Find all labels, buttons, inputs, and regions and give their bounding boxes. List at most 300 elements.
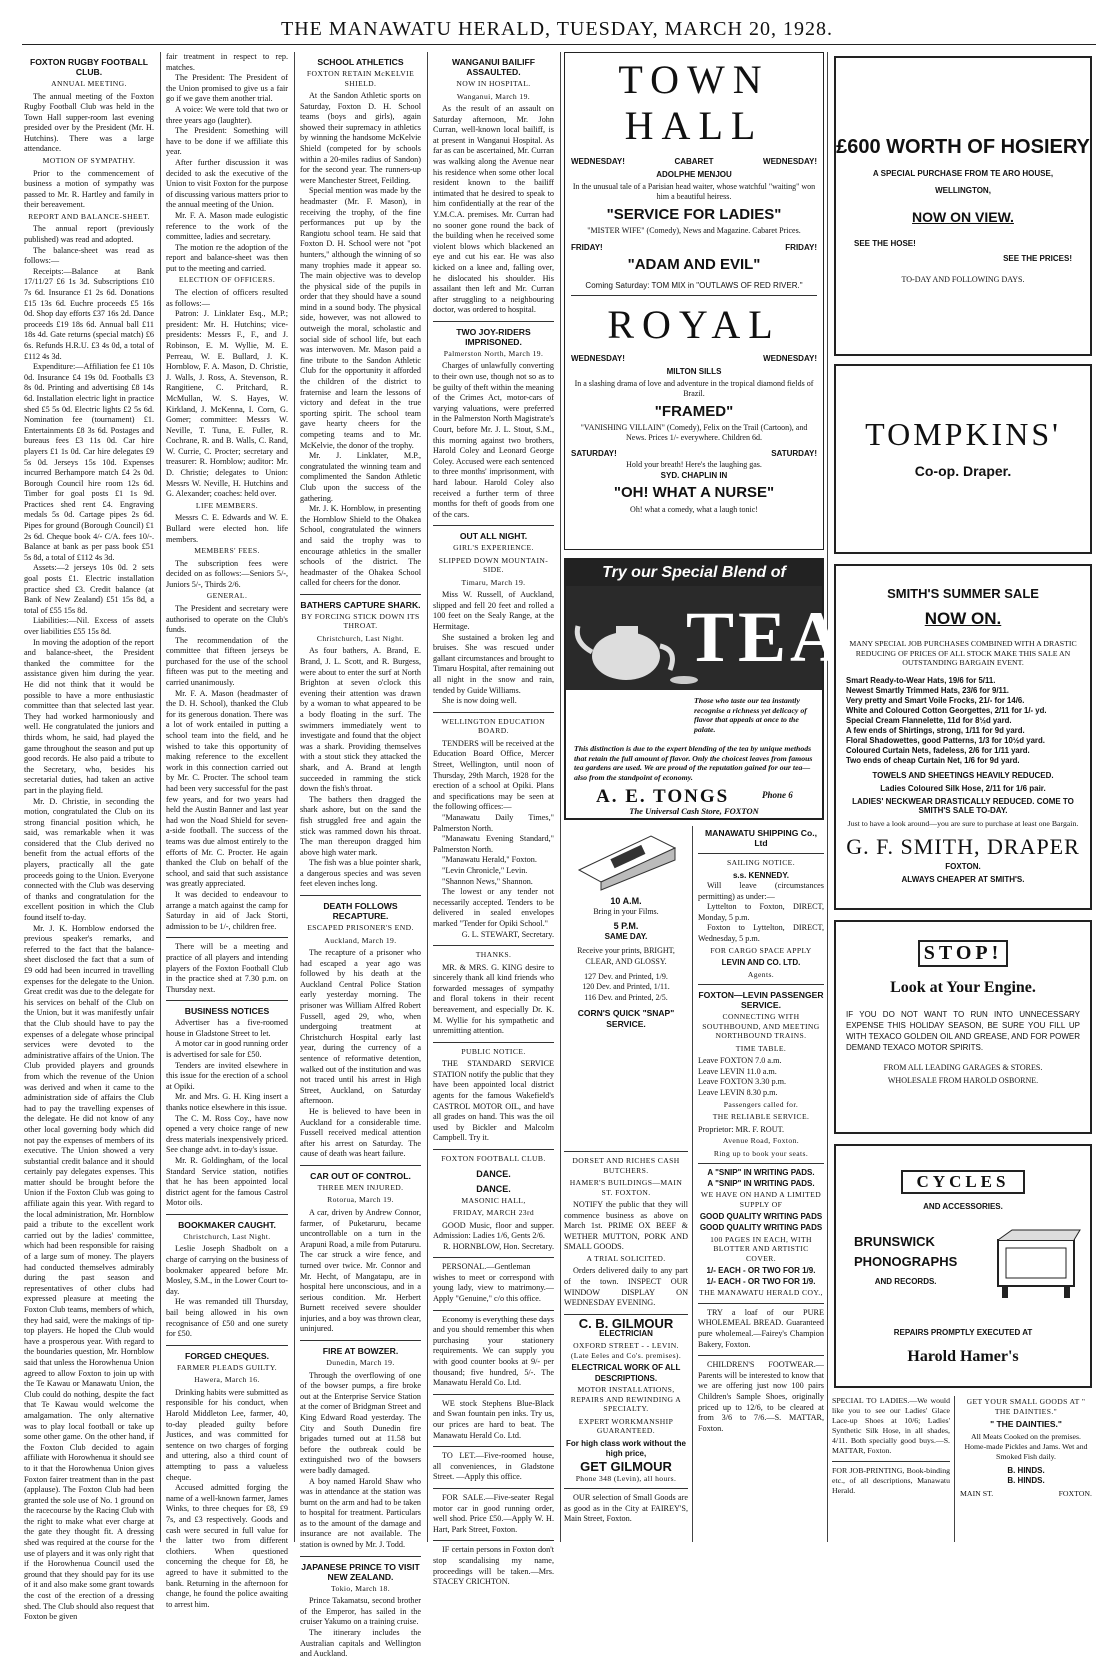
paragraph: Mr. D. Christie, in seconding the motion, congratulated the Club on its strong financial position which, he said, was remarkable when it was considered that the Club derived no benefit from the actual efforts of the players, practically all the gate proceeds going to the Union. Everyone connected with the Club was deserving of thanks and congratulation for the excellent position in which the Club found itself to-day. xyxy=(24,796,154,923)
column-4 xyxy=(433,52,554,1587)
ad-headline: " THE DAINTIES." xyxy=(990,1419,1062,1429)
article-headline: JAPANESE PRINCE TO VISIT NEW ZEALAND. xyxy=(301,1561,420,1582)
notice-line: MOTOR INSTALLATIONS, REPAIRS AND REWINDING A SPECIALTY. xyxy=(570,1385,682,1414)
ad-line: TOWELS AND SHEETINGS HEAVILY REDUCED. xyxy=(872,770,1054,780)
store-name: A. E. TONGS xyxy=(596,786,730,807)
paragraph: Mr. J. Linklater, M.P., congratulated the winning team and complimented the Sandon Athletic Club upon the success of the gathering. xyxy=(300,451,421,503)
sale-item: Floral Shadowettes, good Patterns, 1/3 for 10½d yard. xyxy=(846,735,1045,745)
notice-head: A "SNIP" IN WRITING PADS. xyxy=(707,1178,815,1188)
price-line: 120 Dev. and Printed, 1/11. xyxy=(582,982,670,992)
tagline: Oh! what a comedy, what a laugh tonic! xyxy=(630,505,758,514)
paragraph: As four bathers, A. Brand, E. Brand, J. L. Scott, and R. Burgess, were about to enter the surf at North Brighton at seven o'clock this evening their attention was drawn by a woman to what appeared to be a body floating in the surf. The swimmers immediately went to investigate and found that the object was a shark. Providing themselves with a stout stick they attacked the shark, and A. Brand at length succeeded in ramming the stick down the fish's throat. xyxy=(300,646,421,794)
paragraph: As the result of an assault on Saturday afternoon, Mr. John Curran, well-known local bailiff, is at present in Wanganui Hospital. As far as can be ascertained, Mr. Curran was walking along the Avenue near his residence when some other local resident known to the bailiff intimated that he desired to speak to him confidentially at the rear of the Y.M.C.A. premises. Mr. Curran had no sooner gone round the back of the building when he received some violent blows which blackened an eye and cut his ear. He was also kicked on a knee and, falling over, he dislocated his shoulder. His assailant then left and Mr. Curran after struggling to a neighbouring doctor, was ordered to hospital. xyxy=(433,104,554,315)
divider xyxy=(166,937,288,938)
paragraph: WE stock Stephens Blue-Black and Swan fountain pen inks. Try us, our prices are hard to beat. The Manawatu Herald Co. Ltd. xyxy=(433,1398,554,1440)
divider xyxy=(564,1151,688,1152)
article-headline: BATHERS CAPTURE SHARK. xyxy=(300,599,421,610)
royal-title: ROYAL xyxy=(607,302,781,347)
divider xyxy=(698,1355,824,1356)
phone-line: Phone 348 (Levin), all hours. xyxy=(575,1473,677,1483)
dateline: Christchurch, Last Night. xyxy=(316,633,405,643)
notice-head: MANAWATU SHIPPING Co., Ltd xyxy=(704,828,818,848)
paragraph: Patron: J. Linklater Esq., M.P.; president: Mr. H. Hutchins; vice-presidents: Messrs F., F., and J. Robinson, E. M. Wyllie, M. E. Perreau, W. E. Bullard, J. K. Hornblow, F. A. Mason, D. Christie, J. Walls, J. Ross, A. Stevenson, R. Rangitiene, C. Pritchard, R. McMullan, W. S. Hayes, W. Kirkland, J. McKenna, I. Corn, G. Gomer; committee: Messrs W. Neville, T. Tuna, E. Fuller, R. Cochrane, R. and B. Walls, C. Rand, W. Currie, C. Procter; secretary and treasurer: R. Hornblow; auditor: Mr. D. Christie; delegates to Union: Messrs W. Neville, H. Hutchins and G. Alexander; coaches: held over. xyxy=(166,309,288,499)
column-rule xyxy=(560,52,561,1542)
program-row xyxy=(571,449,817,458)
notice-line: Proprietor: MR. F. ROUT. xyxy=(698,1124,785,1134)
paragraph: OUR selection of Small Goods are as good as in the City at FAIREY'S, Main Street, Foxton. xyxy=(564,1493,688,1524)
ad-headline: CYCLES xyxy=(901,1170,1025,1194)
divider xyxy=(300,1556,421,1557)
classified-ads xyxy=(832,1396,950,1542)
article-headline: TWO JOY-RIDERS IMPRISONED. xyxy=(456,326,531,347)
column-rule xyxy=(827,52,828,1542)
store-tagline: The Universal Cash Store, FOXTON xyxy=(629,806,759,816)
dateline: Tokio, March 18. xyxy=(330,1583,390,1593)
divider xyxy=(832,1461,950,1462)
divider xyxy=(166,1000,288,1001)
day-label: WEDNESDAY! xyxy=(763,354,817,363)
section-head: REPORT AND BALANCE-SHEET. xyxy=(28,211,150,221)
divider xyxy=(433,1257,554,1258)
section-head: MOTION OF SYMPATHY. xyxy=(42,156,136,166)
article-subhead: GIRL'S EXPERIENCE. xyxy=(453,543,534,553)
paragraph: TO LET.—Five-roomed house, all conveniences, in Gladstone Street. —Apply this office. xyxy=(433,1451,554,1482)
smith-sale-ad xyxy=(834,564,1092,910)
notice-line: Agents. xyxy=(747,969,775,979)
column-3 xyxy=(300,52,421,1659)
ad-line: REPAIRS PROMPTLY EXECUTED AT xyxy=(893,1328,1033,1337)
ad-line: A SPECIAL PURCHASE FROM TE ARO HOUSE, xyxy=(872,169,1054,178)
program-row xyxy=(571,354,817,363)
divider xyxy=(300,895,421,896)
dateline: Timaru, March 19. xyxy=(461,577,526,587)
article-headline: WANGANUI BAILIFF ASSAULTED. xyxy=(451,57,536,77)
tagline: Hold your breath! Here's the laughing gas. xyxy=(626,460,762,469)
paragraph: A motor car in good running order is advertised for sale for £50. xyxy=(166,1039,288,1060)
paragraph: Mr. F. A. Mason (headmaster of the D. H. School), thanked the Club for its generous donation. There was a lot of work entailed in putting a school team into the field, and he wished to take this opportunity of making reference to the excellent work in this connection carried out by Mr. C. Procter. The school team had been very successful for the past few years, and for two years had held the Austin Banner and last year had won the Noad Shield for seven-a-side football. The success of the teams was due almost entirely to the efforts of Mr. C. Procter. He again thanked the Club on behalf of the school, and said that such assistance was greatly appreciated. xyxy=(166,688,288,889)
paragraph: Receipts:—Balance at Bank 17/11/27 £6 1s 3d. Subscriptions £10 7s 6d. Insurance £1 2s 6d. Donations £15 13s 6d. Euchre proceeds £5 16s 0d. Shop day efforts £37 16s 2d. Dance proceeds £19 18s 6d. Annual ball £11 18s 4d. Gate returns (special match) £6 6s. Refunds H.R.U. £3 4s 0d, a total of £112 4s 3d. xyxy=(24,266,154,361)
ad-row xyxy=(854,254,1072,263)
paragraph: A boy named Harold Shaw who was in attendance at the station was burnt on the arm and had to be taken to hospital for treatment. Particulars as to the amount of the damage and insurance are not available. The station is owned by Mr. J. Todd. xyxy=(300,1476,421,1550)
paragraph: Lyttelton to Foxton, DIRECT, Monday, 5 p.m. xyxy=(698,902,824,922)
ad-subhead: Look at Your Engine. xyxy=(890,979,1036,996)
notice-line: Passengers called for. xyxy=(723,1099,799,1109)
line: Receive your prints, BRIGHT, CLEAR, AND GLOSSY. xyxy=(577,946,675,966)
paragraph: PERSONAL.—Gentleman wishes to meet or correspond with young lady, view to matrimony.—Apply "Genuine," c/o this office. xyxy=(433,1262,554,1304)
day-label: WEDNESDAY! xyxy=(571,157,625,166)
divider xyxy=(433,1540,554,1541)
paragraph: FOR SALE.—Five-seater Regal motor car in good running order, well shod. Price £50.—Apply W. H. Hart, Park Street, Foxton. xyxy=(433,1492,554,1534)
article-headline: FORGED CHEQUES. xyxy=(184,1350,270,1361)
paragraph: GOOD Music, floor and supper. Admission: Ladies 1/6, Gents 2/6. xyxy=(433,1220,554,1241)
paragraph: He is believed to have been in Auckland for a considerable time. Fussell received medical attention after his arrest on Saturday. The cause of death was heart failure. xyxy=(300,1106,421,1159)
paragraph: Tenders are invited elsewhere in this issue for the erection of a school at Opiki. xyxy=(166,1060,288,1091)
ad-headline: £600 WORTH OF HOSIERY xyxy=(836,136,1090,158)
dateline: Palmerston North, March 19. xyxy=(443,348,544,358)
paragraph: The motion re the adoption of the report and balance-sheet was then put to the meeting and carried. xyxy=(166,242,288,273)
timetable-row: Leave LEVIN 8.30 p.m. xyxy=(698,1088,778,1098)
paragraph: Mr. J. K. Hornblow, in presenting the Hornblow Shield to the Ohakea School, congratulated the winners and said the trophy was to encourage athletics in the smaller schools of the district. The headmaster of the Ohakea School called for cheers for the donor. xyxy=(300,504,421,588)
divider xyxy=(433,1488,554,1489)
notice-line: Ring up to book your seats. xyxy=(713,1148,809,1158)
line: Bring in your Films. xyxy=(593,906,659,916)
article-headline: OUT ALL NIGHT. xyxy=(459,531,528,542)
tea-ad xyxy=(564,558,847,820)
paragraph: After further discussion it was decided to ask the executive of the Union to visit Foxton for the purpose of discussing various matters prior to the annual meeting of the Union. xyxy=(166,157,288,210)
paragraph: The annual report (previously published) was read and adopted. xyxy=(24,224,154,245)
divider xyxy=(166,1345,288,1346)
paragraph: IF certain persons in Foxton don't stop scandalising my name, proceedings will be taken.—Mrs. STACEY CRICHTON. xyxy=(433,1545,554,1587)
paragraph: The fish was a blue pointer shark, a dangerous species and was seven feet eleven inches long. xyxy=(300,858,421,889)
masthead-rule xyxy=(22,44,1096,45)
section-head: GENERAL. xyxy=(206,591,248,601)
divider xyxy=(300,1165,421,1166)
store-name: TOMPKINS' xyxy=(865,416,1061,452)
divider xyxy=(564,1314,688,1315)
article-subhead: THREE MEN INJURED. xyxy=(317,1182,404,1192)
article-headline: BOOKMAKER CAUGHT. xyxy=(178,1219,276,1230)
film-description: In a slashing drama of love and adventure in the tropical diamond fields of Brazil. xyxy=(574,379,814,398)
paragraph: He was remanded till Thursday, bail being allowed in his own recognisance of £50 and one surety for £50. xyxy=(166,1297,288,1339)
column-2 xyxy=(166,52,288,1609)
divider xyxy=(433,1394,554,1395)
notice-line: ELECTRICAL WORK OF ALL DESCRIPTIONS. xyxy=(571,1363,681,1383)
paragraph: Will leave (circumstances permitting) as under:— xyxy=(698,881,824,901)
ad-line: SEE THE HOSE! xyxy=(854,239,916,248)
paragraph: "Levin Chronicle," Levin. xyxy=(442,865,528,875)
paragraph: The recommendation of the committee that fifteen jerseys be purchased for the use of the school fifteen was put to the meeting and carried unanimously. xyxy=(166,635,288,688)
paragraph: It was decided to endeavour to arrange a match against the camp for Saturday in aid of Jack Storti, admission to be 1/-, children free. xyxy=(166,889,288,931)
sale-item: A few ends of Shirtings, strong, 1/11 for 9d yard. xyxy=(846,725,1025,735)
day-label: FRIDAY! xyxy=(785,243,817,252)
paragraph: The recapture of a prisoner who had escaped a year ago was followed by his death at the Auckland Central Police Station early yesterday morning. The prisoner was William Alfred Robert Fussell, aged 29, who, when undergoing treatment at Christchurch Hospital early last year, during the currency of a sentence of reformative detention, walked out of the institution and was not traced until his arrest in High Street, Auckland, on Saturday afternoon. xyxy=(300,948,421,1106)
timetable-row: Leave LEVIN 11.0 a.m. xyxy=(698,1066,777,1076)
paragraph: She sustained a broken leg and bruises. She was rescued under gallant circumstances and brought to Timaru Hospital, after remaining out all night in the snow and rain, tended by Guide Williams. xyxy=(433,632,554,695)
business-name: GET GILMOUR xyxy=(580,1458,672,1474)
column-rule xyxy=(692,826,693,1542)
paragraph: Mr. J. K. Hornblow endorsed the previous speaker's remarks, and referred to the fact that the balance-sheet disclosed the fact that a sum of £9 odd had been incurred in travelling expenses for the delegate to the Union. Great credit was due to the delegate for his services on behalf of the Club on the Union, but it was manifestly unfair that the Club should have to pay the expenses of a delegate whose principal services were devoted to the administrative affairs of the Union. The Club provided players and grounds from which the revenue of the Union was derived and when it came to the administration side of affairs the Club had to pay the travelling expenses of the delegate. He did not know of any other local governing body which did not pay the expenses of members of its executive. The Union showed a very substantial credit balance and it should certainly pay delegates expenses. This matter should be brought before the Union if the Foxton Club was going to affiliate again this year. With regard to the local administration, Mr. Hornblow paid a tribute to the excellent work carried out by the ladies' committee, which had been responsible for raising of a large sum of money. The players had conducted themselves admirably during the past season and representatives of other clubs had expressed pleasure at meeting the Foxton Club teams, members of which, they had said, were the makings of tip-top players. He hoped the Club would have a prosperous year. With regard to the boundaries question, Mr. Hornblow said that unless the Horowhenua Union agreed to allow Foxton to join up with the Te Kawau or Manawatu Union, the Club could do nothing, despite the fact that Te Kawau would welcome the amalgamation. The only alternative was to play local football or take up some other game. On the other hand, if the Foxton Club decided to again affiliate with Horowhenua it should see to it that the Horowhenua Union gives Foxton fairer treatment than in the past (applause). The Foxton Club had been granted the sole use of No. 1 ground on the racecourse by the Racing Club with the right to make what ever charge at the gate they thought fit. A dressing shed was required at the course for the use of players and it was only right that if the Horowhenua Council used the ground that they should pay for its use of it and also make some grant towards the cost of the erection of a dressing shed. The Club should also request that Foxton be given xyxy=(24,923,154,1622)
divider xyxy=(433,712,554,713)
brand-sub: AND RECORDS. xyxy=(874,1277,937,1286)
phone-number: Phone 6 xyxy=(762,790,793,800)
paragraph: Assets:—2 jerseys 10s 0d. 2 sets goal posts £1. Electric installation practice shed £3. Credit balance (at Bank of New Zealand) £51 15s 8d, a total of £55 15s 8d. xyxy=(24,563,154,615)
ad-headline: NOW ON VIEW. xyxy=(912,209,1014,225)
dainties-ad xyxy=(960,1396,1092,1542)
tea-word: TEA xyxy=(686,597,847,677)
paragraph: MR. & MRS. G. KING desire to sincerely thank all kind friends who forwarded messages of sympathy and floral tokens in their recent bereavement, and especially Dr. K. M. Wyllie for his sympathetic and unremitting attention. xyxy=(433,962,554,1036)
article-headline: CAR OUT OF CONTROL. xyxy=(310,1170,411,1181)
dance-head: DANCE. xyxy=(476,1183,511,1194)
paragraph: CHILDREN'S FOOTWEAR.—Parents will be interested to know that we are offering just now 100 pairs Children's Sample Shoes, originally priced up to 12/6, to be cleared at from 3/6 to 7/6.—S. MATTAR, Foxton. xyxy=(698,1360,824,1433)
paragraph: Accused admitted forging the name of a well-known farmer, James Winks, to three cheques for £8, £9 7s, and £3 respectively. Goods and cash were secured in full value for the latter two from different clothiers. When questioned concerning the cheque for £8, he agreed to have it submitted to the bank. Returning in the afternoon for change, he found the police awaiting to arrest him. xyxy=(166,1483,288,1609)
divider xyxy=(166,1214,288,1215)
program-row xyxy=(571,243,817,252)
divider xyxy=(433,1042,554,1043)
paragraph: The subscription fees were decided on as follows:—Seniors 5/-, Juniors 5/-, Thirds 2/6. xyxy=(166,558,288,589)
ad-line: WELLINGTON, xyxy=(935,186,991,195)
ad-line: Just to have a look around—you are sure to purchase at least one Bargain. xyxy=(847,818,1079,828)
timetable-row: Leave FOXTON 7.0 a.m. xyxy=(698,1056,782,1066)
divider xyxy=(564,1488,688,1489)
article-subhead: ESCAPED PRISONER'S END. xyxy=(307,923,414,933)
paragraph: TRY a loaf of our PURE WHOLEMEAL BREAD. Guaranteed pure wholemeal.—Fairey's Champion Bakery, Foxton. xyxy=(698,1307,824,1349)
paragraph: "Shannon News," Shannon. xyxy=(442,876,533,886)
notice-line: A TRIAL SOLICITED. xyxy=(586,1253,666,1263)
store-town: FOXTON. xyxy=(945,861,981,871)
ad-line: SEE THE PRICES! xyxy=(1003,254,1072,263)
notice-head: WELLINGTON EDUCATION BOARD. xyxy=(441,716,546,736)
ad-headline: SMITH'S SUMMER SALE xyxy=(887,586,1039,601)
paragraph: Orders delivered daily to any part of the town. INSPECT OUR WINDOW DISPLAY ON WEDNESDAY EVENING. xyxy=(564,1266,688,1308)
day-label: CABARET xyxy=(674,157,714,166)
line: SAME DAY. xyxy=(604,931,648,941)
paragraph: SPECIAL TO LADIES.—We would like you to see our Ladies' Glace Lace-up Shoes at 10/6; Ladies' Synthetic Silk Hose, in all shades, 4/11. Both specially good buys.—S. MATTAR, Foxton. xyxy=(832,1396,950,1455)
film-title: "FRAMED" xyxy=(654,403,734,420)
notice-line: THE MANAWATU HERALD COY., xyxy=(699,1288,823,1298)
hosiery-ad xyxy=(834,56,1092,356)
ad-subhead: AND ACCESSORIES. xyxy=(923,1202,1003,1211)
film-title: "SERVICE FOR LADIES" xyxy=(606,206,782,223)
divider xyxy=(433,1446,554,1447)
paragraph: The bathers then dragged the shark ashore, but on the sand the fish struggled free and again the stick was rammed down his throat. The man thereupon dragged him above high water mark. xyxy=(300,794,421,857)
article-headline: FIRE AT BOWZER. xyxy=(322,1346,399,1357)
ad-headline: STOP! xyxy=(918,940,1008,967)
film-title: "ADAM AND EVIL" xyxy=(627,256,761,273)
notice-line: GOOD QUALITY WRITING PADS xyxy=(699,1223,823,1232)
notice-line: TIME TABLE. xyxy=(735,1043,787,1053)
time-label: 5 P.M. xyxy=(613,921,639,932)
sale-item: Special Cream Flannelette, 11d for 8½d yard. xyxy=(846,715,1012,725)
day-label: WEDNESDAY! xyxy=(763,157,817,166)
paragraph: The President: The President of the Union promised to give us a fair go if we gave them another trial. xyxy=(166,73,288,104)
article-subhead: FARMER PLEADS GUILTY. xyxy=(176,1362,278,1372)
phonograph-icon xyxy=(992,1226,1080,1306)
ad-line: TO-DAY AND FOLLOWING DAYS. xyxy=(901,275,1025,284)
paragraph: The President: Something will have to be done if we affiliate this year. xyxy=(166,126,288,157)
paragraph: A car, driven by Andrew Connor, farmer, of Puketaruru, became uncontrollable on a turn in the Arapuni Road, a mile from Putaruru. The car struck a wire fence, and turned over twice. Mr. Connor and Mr. Hecht, of Mangatapu, are in hospital here unconscious, and in a serious condition. Mr. Herbert Burnett received severe shoulder injuries, and a boy was thrown clear, uninjured. xyxy=(300,1207,421,1334)
paragraph: In moving the adoption of the report and balance-sheet, the President thanked the committee for the assistance given him during the year. He did not think that it would be possible to have a more enthusiastic committee than that selected last year. They had worked harmoniously and well. He congratulated the juniors and thirds whom, he said, had played the game throughout the season and put up good records. He also paid a tribute to the Secretary, who, besides his secretarial duties, had taken an active part in the playing field. xyxy=(24,637,154,795)
brand-name: BRUNSWICK xyxy=(854,1234,935,1249)
tea-illustration xyxy=(566,586,847,690)
tompkins-ad xyxy=(834,364,1092,554)
film-star: ADOLPHE MENJOU xyxy=(656,170,732,179)
film-box-icon xyxy=(571,830,681,890)
ad-headline: NOW ON. xyxy=(924,609,1002,628)
paragraph: Prior to the commencement of business a motion of sympathy was passed to Mr. R. Hartley and family in their bereavement. xyxy=(24,168,154,210)
divider xyxy=(571,295,817,296)
article-subhead: SLIPPED DOWN MOUNTAIN-SIDE. xyxy=(438,555,549,575)
paragraph: TENDERS will be received at the Education Board Office, Mercer Street, Wellington, until noon of Thursday, 29th March, 1928 for the erection of a school at Opiki. Plans and specifications may be seen at the following offices:— xyxy=(433,738,554,812)
store-tagline: Co-op. Draper. xyxy=(914,463,1012,479)
article-subhead: NOW IN HOSPITAL. xyxy=(456,79,531,88)
ad-line: GET YOUR SMALL GOODS AT " THE DAINTIES." xyxy=(966,1397,1086,1416)
paragraph: The President and secretary were authorised to operate on the Club's funds. xyxy=(166,603,288,635)
tea-quote: Those who taste our tea instantly recognise a richness yet delicacy of flavor that appeals at once to the palate. xyxy=(694,696,807,734)
ad-body: MANY SPECIAL JOB PURCHASES COMBINED WITH A DRASTIC REDUCING OF PRICES OF ALL STOCK MAKE THIS SALE AN OUTSTANDING BARGAIN EVENT. xyxy=(849,639,1077,667)
film-description: In the unusual tale of a Parisian head waiter, whose watchful "waiting" won him a beautiful heiress. xyxy=(572,182,816,201)
ad-line: FROM ALL LEADING GARAGES & STORES. xyxy=(883,1063,1043,1072)
ad-body: All Meats Cooked on the premises. Home-made Pickles and Jams. Wet and Smoked Fish daily. xyxy=(964,1432,1088,1461)
notice-head: DORSET AND RICHES CASH BUTCHERS. xyxy=(572,1156,680,1175)
brand-block xyxy=(854,1232,957,1292)
paragraph: There will be a meeting and practice of all players and intending players of the Foxton Football Club in the practice shed at 7.30 p.m. on Thursday next. xyxy=(166,942,288,994)
coming-soon: Coming Saturday: TOM MIX in "OUTLAWS OF RED RIVER." xyxy=(585,281,803,290)
ship-name: s.s. KENNEDY. xyxy=(732,870,790,880)
notice-line: EXPERT WORKMANSHIP GUARANTEED. xyxy=(578,1416,674,1436)
paragraph: Mr. F. A. Mason made eulogistic reference to the work of the committee, ladies and secretary. xyxy=(166,210,288,242)
cinema-ad xyxy=(564,52,824,550)
paragraph: The annual meeting of the Foxton Rugby Football Club was held in the Town Hall supper-room last evening presided over by the President (Mr. H. Hutchins). There was a large attendance. xyxy=(24,91,154,154)
price-line: 1/- EACH - OR TWO FOR 1/9. xyxy=(706,1276,816,1286)
paragraph: "Manawatu Daily Times," Palmerston North. xyxy=(433,812,554,833)
masthead-title: THE MANAWATU HERALD, TUESDAY, MARCH 20, 1928. xyxy=(281,18,833,40)
notice-head: A "SNIP" IN WRITING PADS. xyxy=(707,1168,815,1178)
divider xyxy=(698,984,824,985)
article-headline: BUSINESS NOTICES xyxy=(184,1006,270,1017)
ad-row xyxy=(854,239,1072,248)
paragraph: The lowest or any tender not necessarily accepted. Tenders to be delivered in sealed envelopes marked "Tender for Opiki School." xyxy=(433,887,554,928)
divider xyxy=(433,525,554,526)
dateline: Dunedin, March 19. xyxy=(326,1358,395,1368)
film-star: MILTON SILLS xyxy=(666,367,722,376)
notice-line: OXFORD STREET - - LEVIN. (Late Eeles and Co's. premises). xyxy=(570,1341,682,1360)
business-name: C. B. GILMOUR xyxy=(578,1315,674,1331)
masthead xyxy=(0,0,1114,40)
paragraph: "Manawatu Herald," Foxton. xyxy=(442,855,537,865)
sale-item: Coloured Curtain Nets, fadeless, 2/6 for 1/11 yard. xyxy=(846,745,1030,755)
ad-line: Ladies Coloured Silk Hose, 2/11 for 1/6 pair. xyxy=(880,783,1046,793)
notice-line: For high class work without the high price, xyxy=(565,1438,686,1459)
divider xyxy=(300,1340,421,1341)
texaco-ad xyxy=(834,920,1092,1134)
ad-line: LADIES' NECKWEAR DRASTICALLY REDUCED. COME TO SMITH'S SALE TO-DAY. xyxy=(852,796,1074,815)
store-name: G. F. SMITH, DRAPER xyxy=(846,833,1080,859)
address-row xyxy=(960,1489,1092,1499)
paragraph: G. L. STEWART, Secretary. xyxy=(461,929,554,939)
town-hall-title: TOWN HALL xyxy=(618,57,770,148)
agent-name: LEVIN AND CO. LTD. xyxy=(721,958,801,968)
day-label: WEDNESDAY! xyxy=(571,354,625,363)
paragraph: Miss W. Russell, of Auckland, slipped and fell 20 feet and rolled a 100 feet on the Sealy Range, at the Hermitage. xyxy=(433,590,554,632)
dateline: Wanganui, March 19. xyxy=(456,91,531,101)
store-name: B. HINDS. xyxy=(1007,1476,1045,1485)
sale-item: Very pretty and Smart Voile Frocks, 21/- for 14/6. xyxy=(846,695,1025,705)
support-program: "VANISHING VILLAIN" (Comedy), Felix on the Trail (Cartoon), and News. Prices 1/- everywhere. Children 6d. xyxy=(580,423,808,442)
tea-banner: Try our Special Blend of xyxy=(566,560,822,586)
article-headline: DEATH FOLLOWS RECAPTURE. xyxy=(323,901,398,922)
price-line: 127 Dev. and Printed, 1/9. xyxy=(584,971,668,981)
article-subhead: ANNUAL MEETING. xyxy=(51,79,127,88)
store-name: B. HINDS. xyxy=(1007,1466,1045,1475)
divider xyxy=(698,1163,824,1164)
paragraph: Messrs C. E. Edwards and W. E. Bullard were elected hon. life members. xyxy=(166,513,288,544)
paragraph: Mr. and Mrs. G. H. King insert a thanks notice elsewhere in this issue. xyxy=(166,1092,288,1113)
article-subhead: FOXTON RETAIN McKELVIE SHIELD. xyxy=(306,69,415,88)
paragraph: Mr. R. Goldingham, of the local Standard Service station, notifies that he has been appointed local district agent for the famous Castrol Motor oils. xyxy=(166,1156,288,1208)
column-rule xyxy=(427,52,428,1542)
notice-line: CONNECTING WITH SOUTHBOUND, AND MEETING NORTHBOUND TRAINS. xyxy=(702,1012,820,1041)
notice-line: MASONIC HALL, xyxy=(461,1195,526,1205)
film-developing-ad xyxy=(564,826,688,1144)
paragraph: fair treatment in respect to rep. matches. xyxy=(166,52,288,72)
paragraph: The itinerary includes the Australian capitals and Wellington and Auckland. xyxy=(300,1627,421,1659)
paragraph: The C. M. Ross Coy., have now opened a very choice range of new dress materials inexpensively priced. See change advt. in to-day's issue. xyxy=(166,1113,288,1155)
price-line: 116 Dev. and Printed, 2/5. xyxy=(584,992,668,1002)
paragraph: She is now doing well. xyxy=(442,696,517,706)
dance-head: DANCE. xyxy=(476,1168,511,1179)
paragraph: Expenditure:—Affiliation fee £1 10s 0d. Insurance £4 19s 0d. Footballs £3 8s 0d. Printing and advertising £8 14s 6d. Installation electric light in practice shed £5 5s 0d. Electric lights £2 5s 6d. Nomination fee (tournament) £1. Entertainments £8 3s 6d. Postages and bureaus fees £3 11s 0d. Car hire players £1 1s 0d. Car hire delegates £9 5s 0d. Jerseys 15s 10d. Expenses incurred Berhampore match £4 2s 0d. Borough Council hire room 12s 6d. Timber for goal posts £1 1s 9d. Practices shed rent £4. Engraving medals 5s 0d. Cartage pipes 2s 6d. Pipes for ground (Borough Council) £1 2s 6d. Cheque book 4/- C/A. fees 10/-. Balance at bank as per pass book £51 5s 8d, a total of £112 4s 3d. xyxy=(24,362,154,562)
notice-head: FOXTON—LEVIN PASSENGER SERVICE. xyxy=(698,990,824,1011)
paragraph: Leslie Joseph Shadbolt on a charge of carrying on the business of bookmaker appeared before Mr. Mosley, S.M., in the Lower Court to-day. xyxy=(166,1244,288,1296)
tea-body: This distinction is due to the expert blending of the tea by unique methods that retain the full amount of flavor. Only the choicest leaves from famous tea gardens are used. We are proud of the reputation gained for our tea—also from the standpoint of economy. xyxy=(574,744,813,782)
timetable-row: Leave FOXTON 3.30 p.m. xyxy=(698,1077,787,1087)
sale-item: Smart Ready-to-Wear Hats, 19/6 for 5/11. xyxy=(846,675,996,685)
divider xyxy=(433,1310,554,1311)
paragraph: At the Sandon Athletic sports on Saturday, Foxton D. H. School teams (boys and girls), again showed their supremacy in athletics by winning the handsome McKelvie Shield (competed for by schools within a 20-miles radius of Sandon) for the second year. The runners-up were Manchester Street, Feilding. xyxy=(300,91,421,185)
notice-line: SAILING NOTICE. xyxy=(726,858,795,867)
divider xyxy=(433,1149,554,1150)
notice-head: THANKS. xyxy=(475,950,512,960)
support-program: "MISTER WIFE" (Comedy), News and Magazine. Cabaret Prices. xyxy=(587,226,801,235)
column-rule xyxy=(294,52,295,1542)
divider xyxy=(433,321,554,322)
business-trade: ELECTRICIAN xyxy=(599,1329,653,1339)
shipping-ads xyxy=(698,826,824,1542)
paragraph: R. HORNBLOW, Hon. Secretary. xyxy=(443,1241,554,1251)
dateline: Christchurch, Last Night. xyxy=(183,1231,271,1241)
time-label: 10 A.M. xyxy=(610,896,642,906)
cycles-ad xyxy=(834,1144,1092,1388)
article-headline: FOXTON RUGBY FOOTBALL CLUB. xyxy=(29,57,149,77)
paragraph: The election of officers resulted as follows:— xyxy=(166,287,288,308)
article-subhead: BY FORCING STICK DOWN ITS THROAT. xyxy=(301,611,420,631)
paragraph: Economy is everything these days and you should remember this when purchasing your stationery requirements. We can supply you with good counter books at 9/- per thousand; five hundred, 5/-. The Manawatu Herald Co. Ltd. xyxy=(433,1314,554,1388)
paragraph: FOR JOB-PRINTING, Book-binding etc., of all descriptions, Manawatu Herald. xyxy=(832,1466,950,1495)
dateline: Auckland, March 19. xyxy=(324,935,397,945)
store-tagline: ALWAYS CHEAPER AT SMITH'S. xyxy=(901,874,1025,884)
notice-head: FOXTON FOOTBALL CLUB. xyxy=(441,1154,546,1163)
notice-head: PUBLIC NOTICE. xyxy=(461,1046,526,1056)
paragraph: Charges of unlawfully converting to their own use, though not so as to be guilty of theft within the meaning of the Crimes Act, motor-cars of varying valuations, were preferred in the Palmerston North Magistrate's Court, before Mr. J. L. Stout, S.M., this morning against two brothers, Harold Coley and Leonard George Coley. Accused were each sentenced to three months' imprisonment, with hard labour. Harold Coley also received a further term of three months for theft of goods from one of the cars. xyxy=(433,361,554,519)
day-label: SATURDAY! xyxy=(771,449,817,458)
divider xyxy=(698,853,824,854)
paragraph: Drinking habits were submitted as responsible for his conduct, when Harold Middleton Lee, farmer, 40, to-day pleaded guilty before Justices, and was committed for sentence on two charges of forging and uttering, also a third count of attempting to pass a valueless cheque. xyxy=(166,1387,288,1482)
paragraph: Prince Takamatsu, second brother of the Emperor, has sailed in the cruiser Yakumo on a training cruise. xyxy=(300,1596,421,1627)
paragraph: NOTIFY the public that they will commence business as above on March 1st. PRIME OX BEEF & WETHER MUTTON, PORK AND SMALL GOODS. xyxy=(564,1200,688,1252)
column-1 xyxy=(24,52,154,1622)
address-street: MAIN ST. xyxy=(960,1489,994,1498)
paragraph: Through the overflowing of one of the bowser pumps, a fire broke out at the Enterprise Service Station at the corner of Bridgman Street and King Edward Road yesterday. The City and South Dunedin fire brigades turned out at 11.58 but before the outbreak could be extinguished two of the bowsers were badly damaged. xyxy=(300,1370,421,1475)
ad-body: IF YOU DO NOT WANT TO RUN INTO UNNECESSARY EXPENSE THIS HOLIDAY SEASON, BE SURE YOU FILL UP WITH TEXACO GOLDEN OIL AND GREASE, AND FOR POWER DEMAND TEXACO MOTOR SPIRITS. xyxy=(846,1010,1080,1052)
article-headline: SCHOOL ATHLETICS xyxy=(317,57,404,67)
section-head: MEMBERS' FEES. xyxy=(194,546,260,556)
section-head: ELECTION OF OFFICERS. xyxy=(178,275,276,285)
notice-line: 100 PAGES IN EACH, WITH BLOTTER AND ARTISTIC COVER. xyxy=(710,1234,812,1263)
sale-item: White and Coloured Cotton Georgettes, 2/11 for 1/- yd. xyxy=(846,705,1047,715)
paragraph: A voice: We were told that two or three years ago (laughter). xyxy=(166,104,288,125)
divider xyxy=(433,945,554,946)
notice-line: THE RELIABLE SERVICE. xyxy=(712,1112,810,1122)
notice-line: FOR CARGO SPACE APPLY xyxy=(710,945,812,955)
paragraph: Special mention was made by the headmaster (Mr. F. Mason), in receiving the trophy, of the fine performances put up by the Rangiotu school team. He said that Foxton D. H. School were not "pot hunters," although the winning of so many trophies made it appear so. The main objective was to develop the physical side of the pupils in order that they should have a sound mind in a sound body. The physical side, however, was not allowed to outweigh the moral, scholastic and social side of school life, but each was interwoven. Mr. Mason paid a fine tribute to the Sandon Athletic Club for the opportunity it afforded the children of the district to fraternise and learn the lessons of victory and defeat in the true sporting spirit. The school team gave hearty cheers for the competing teams and to Mr. McKelvie, the donor of the trophy. xyxy=(300,186,421,450)
price-line: 1/- EACH - OR TWO FOR 1/9. xyxy=(706,1266,816,1276)
paragraph: "Manawatu Evening Standard," Palmerston North. xyxy=(433,834,554,854)
paragraph: Foxton to Lyttelton, DIRECT, Wednesday, 5 p.m. xyxy=(698,923,824,944)
dateline: Hawera, March 16. xyxy=(194,1375,260,1385)
notice-head: HAMER'S BUILDINGS—MAIN ST. FOXTON. xyxy=(569,1178,683,1197)
section-head: LIFE MEMBERS. xyxy=(195,500,259,510)
program-row xyxy=(571,157,817,166)
